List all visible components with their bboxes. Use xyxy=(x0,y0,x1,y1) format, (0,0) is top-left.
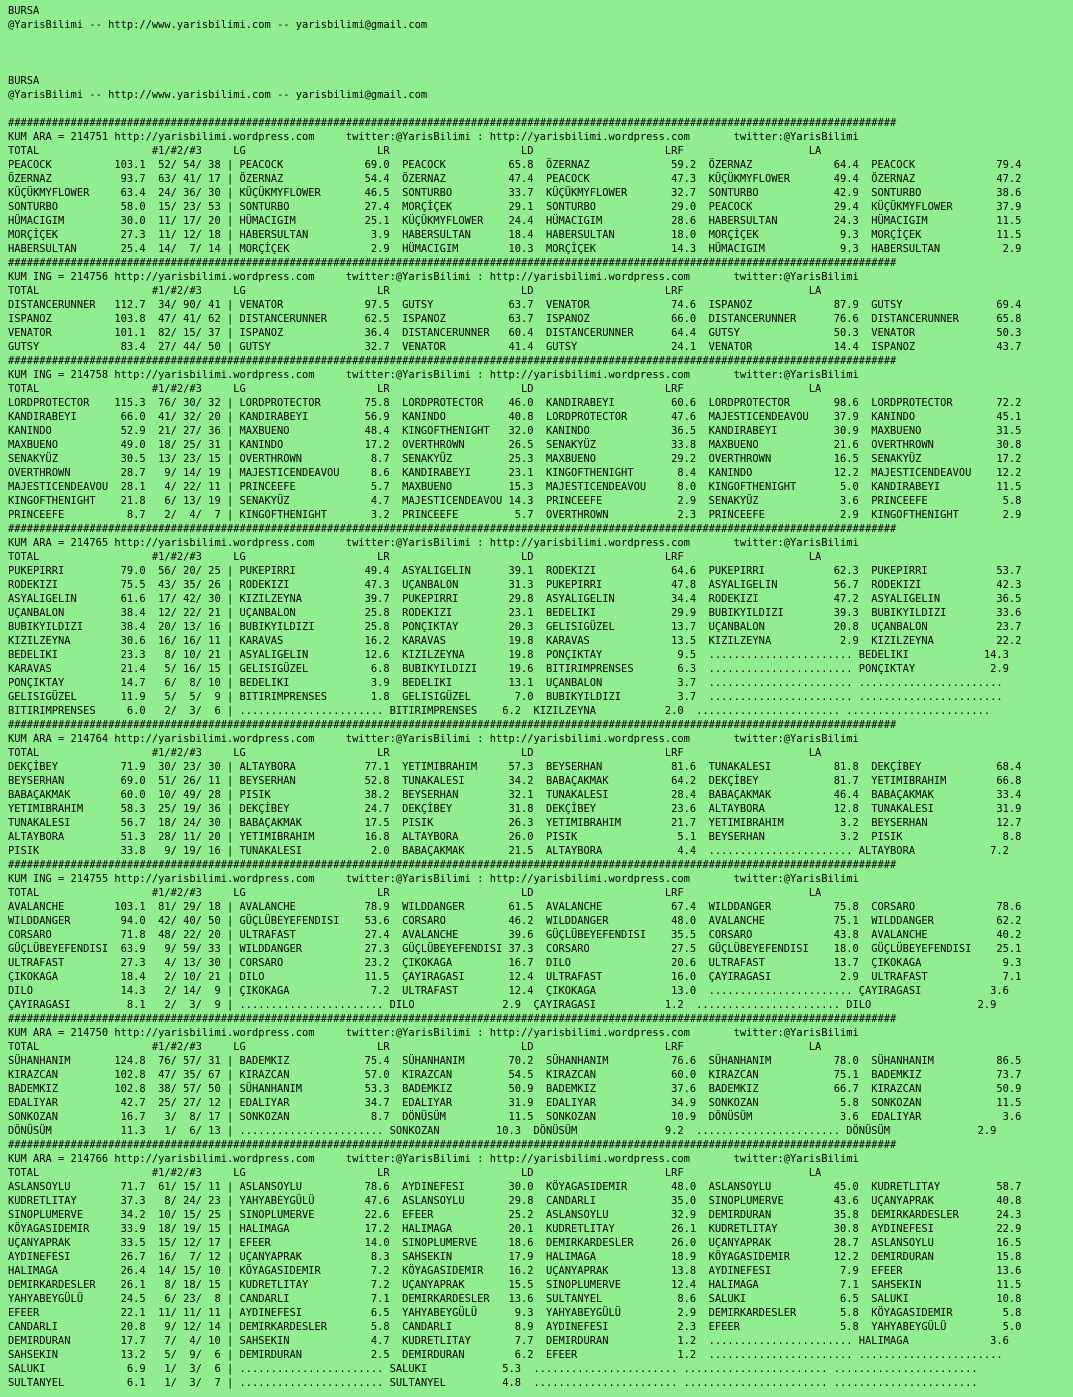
table-row: BEYSERHAN 69.0 51/ 26/ 11 | BEYSERHAN 52.8 TUNAKALESI 34.2 BABAÇAKMAK 64.2 DEKÇİBEY 81.7 YETIMIBRAHIM 66.8 xyxy=(8,775,1022,787)
table-row: DILO 14.3 2/ 14/ 9 | ÇIKOKAGA 7.2 ULTRAFAST 12.4 ÇIKOKAGA 13.0 ....................... ÇAYIRAGASI 3.6 xyxy=(8,985,1009,997)
table-row: BEDELIKI 23.3 8/ 10/ 21 | ASYALIGELIN 12.6 KIZILZEYNA 19.8 PONÇIKTAY 9.5 ....................... BEDELIKI 14.3 xyxy=(8,649,1009,661)
table-row: LORDPROTECTOR 115.3 76/ 30/ 32 | LORDPROTECTOR 75.8 LORDPROTECTOR 46.0 KANDIRABEYI 60.6 LORDPROTECTOR 98.6 LORDPROTECTOR 72.2 xyxy=(8,397,1022,409)
table-row: PISIK 33.8 9/ 19/ 16 | TUNAKALESI 2.0 BABAÇAKMAK 21.5 ALTAYBORA 4.4 ....................... ALTAYBORA 7.2 xyxy=(8,845,1009,857)
separator-line: ############################################################################################################################################## xyxy=(8,1139,897,1151)
table-row: SINOPLUMERVE 34.2 10/ 15/ 25 | SINOPLUMERVE 22.6 EFEER 25.2 ASLANSOYLU 32.9 DEMIRDURAN 35.8 DEMIRKARDESLER 24.3 xyxy=(8,1209,1022,1221)
separator-line: ############################################################################################################################################## xyxy=(8,523,897,535)
race-header-line: KUM ARA = 214766 http://yarisbilimi.wordpress.com twitter:@YarisBilimi : http://yarisbilimi.wordpress.com twitter:@YarisBilimi xyxy=(8,1153,859,1165)
column-header-line: TOTAL #1/#2/#3 LG LR LD LRF LA xyxy=(8,551,822,563)
column-header-line: TOTAL #1/#2/#3 LG LR LD LRF LA xyxy=(8,145,822,157)
text-line: @YarisBilimi -- http://www.yarisbilimi.com -- yarisbilimi@gmail.com xyxy=(8,19,428,31)
separator-line: ############################################################################################################################################## xyxy=(8,117,897,129)
table-row: DEMIRKARDESLER 26.1 8/ 18/ 15 | KUDRETLITAY 7.2 UÇANYAPRAK 15.5 SINOPLUMERVE 12.4 HALIMAGA 7.1 SAHSEKIN 11.5 xyxy=(8,1279,1022,1291)
separator-line: ############################################################################################################################################## xyxy=(8,859,897,871)
table-row: PRINCEEFE 8.7 2/ 4/ 7 | KINGOFTHENIGHT 3.2 PRINCEEFE 5.7 OVERTHROWN 2.3 PRINCEEFE 2.9 KINGOFTHENIGHT 2.9 xyxy=(8,509,1022,521)
table-row: YAHYABEYGÜLÜ 24.5 6/ 23/ 8 | CANDARLI 7.1 DEMIRKARDESLER 13.6 SULTANYEL 8.6 SALUKI 6.5 SALUKI 10.8 xyxy=(8,1293,1022,1305)
table-row: EFEER 22.1 11/ 11/ 11 | AYDINEFESI 6.5 YAHYABEYGÜLÜ 9.3 YAHYABEYGÜLÜ 2.9 DEMIRKARDESLER 5.8 KÖYAGASIDEMIR 5.8 xyxy=(8,1307,1022,1319)
table-row: CORSARO 71.8 48/ 22/ 20 | ULTRAFAST 27.4 AVALANCHE 39.6 GÜÇLÜBEYEFENDISI 35.5 CORSARO 43.8 AVALANCHE 40.2 xyxy=(8,929,1022,941)
table-row: SONTURBO 58.0 15/ 23/ 53 | SONTURBO 27.4 MORÇİÇEK 29.1 SONTURBO 29.0 PEACOCK 29.4 KÜÇÜKMYFLOWER 37.9 xyxy=(8,201,1022,213)
table-row: KÖYAGASIDEMIR 33.9 18/ 19/ 15 | HALIMAGA 17.2 HALIMAGA 20.1 KUDRETLITAY 26.1 KUDRETLITAY 30.8 AYDINEFESI 22.9 xyxy=(8,1223,1022,1235)
table-row: SALUKI 6.9 1/ 3/ 6 | ....................... SALUKI 5.3 ....................... ....................... ....................... xyxy=(8,1363,978,1375)
table-row: KANDIRABEYI 66.0 41/ 32/ 20 | KANDIRABEYI 56.9 KANINDO 40.8 LORDPROTECTOR 47.6 MAJESTICENDEAVOU 37.9 KANINDO 45.1 xyxy=(8,411,1022,423)
table-row: ISPANOZ 103.8 47/ 41/ 62 | DISTANCERUNNER 62.5 ISPANOZ 63.7 ISPANOZ 66.0 DISTANCERUNNER 76.6 DISTANCERUNNER 65.8 xyxy=(8,313,1022,325)
race-header-line: KUM ARA = 214765 http://yarisbilimi.wordpress.com twitter:@YarisBilimi : http://yarisbilimi.wordpress.com twitter:@YarisBilimi xyxy=(8,537,859,549)
table-row: TUNAKALESI 56.7 18/ 24/ 30 | BABAÇAKMAK 17.5 PISIK 26.3 YETIMIBRAHIM 21.7 YETIMIBRAHIM 3.2 BEYSERHAN 12.7 xyxy=(8,817,1022,829)
table-row: SONKOZAN 16.7 3/ 8/ 17 | SONKOZAN 8.7 DÖNÜSÜM 11.5 SONKOZAN 10.9 DÖNÜSÜM 3.6 EDALIYAR 3.6 xyxy=(8,1111,1022,1123)
table-row: VENATOR 101.1 82/ 15/ 37 | ISPANOZ 36.4 DISTANCERUNNER 60.4 DISTANCERUNNER 64.4 GUTSY 50.3 VENATOR 50.3 xyxy=(8,327,1022,339)
table-row: ASYALIGELIN 61.6 17/ 42/ 30 | KIZILZEYNA 39.7 PUKEPIRRI 29.8 ASYALIGELIN 34.4 RODEKIZI 47.2 ASYALIGELIN 36.5 xyxy=(8,593,1022,605)
table-row: ÖZERNAZ 93.7 63/ 41/ 17 | ÖZERNAZ 54.4 ÖZERNAZ 47.4 PEACOCK 47.3 KÜÇÜKMYFLOWER 49.4 ÖZERNAZ 47.2 xyxy=(8,173,1022,185)
text-line: @YarisBilimi -- http://www.yarisbilimi.com -- yarisbilimi@gmail.com xyxy=(8,89,428,101)
table-row: CANDARLI 20.8 9/ 12/ 14 | DEMIRKARDESLER 5.8 CANDARLI 8.9 AYDINEFESI 2.3 EFEER 5.8 YAHYABEYGÜLÜ 5.0 xyxy=(8,1321,1022,1333)
table-row: DÖNÜSÜM 11.3 1/ 6/ 13 | ....................... SONKOZAN 10.3 DÖNÜSÜM 9.2 ....................... DÖNÜSÜM 2.9 xyxy=(8,1125,997,1137)
table-row: DEKÇİBEY 71.9 30/ 23/ 30 | ALTAYBORA 77.1 YETIMIBRAHIM 57.3 BEYSERHAN 81.6 TUNAKALESI 81.8 DEKÇİBEY 68.4 xyxy=(8,761,1022,773)
table-row: HÜMACIGIM 30.0 11/ 17/ 20 | HÜMACIGIM 25.1 KÜÇÜKMYFLOWER 24.4 HÜMACIGIM 28.6 HABERSULTAN 24.3 HÜMACIGIM 11.5 xyxy=(8,215,1022,227)
table-row: SENAKYÜZ 30.5 13/ 23/ 15 | OVERTHROWN 8.7 SENAKYÜZ 25.3 MAXBUENO 29.2 OVERTHROWN 16.5 SENAKYÜZ 17.2 xyxy=(8,453,1022,465)
table-row: ALTAYBORA 51.3 28/ 11/ 20 | YETIMIBRAHIM 16.8 ALTAYBORA 26.0 PISIK 5.1 BEYSERHAN 3.2 PISIK 8.8 xyxy=(8,831,1022,843)
separator-line: ############################################################################################################################################## xyxy=(8,257,897,269)
table-row: BITIRIMPRENSES 6.0 2/ 3/ 6 | ....................... BITIRIMPRENSES 6.2 KIZILZEYNA 2.0 ....................... ....................... xyxy=(8,705,991,717)
table-row: KUDRETLITAY 37.3 8/ 24/ 23 | YAHYABEYGÜLÜ 47.6 ASLANSOYLU 29.8 CANDARLI 35.0 SINOPLUMERVE 43.6 UÇANYAPRAK 40.8 xyxy=(8,1195,1022,1207)
table-row: GELISIGÜZEL 11.9 5/ 5/ 9 | BITIRIMPRENSES 1.8 GELISIGÜZEL 7.0 BUBIKYILDIZI 3.7 ....................... ....................... xyxy=(8,691,1003,703)
table-row: KIZILZEYNA 30.6 16/ 16/ 11 | KARAVAS 16.2 KARAVAS 19.8 KARAVAS 13.5 KIZILZEYNA 2.9 KIZILZEYNA 22.2 xyxy=(8,635,1022,647)
race-header-line: KUM ING = 214758 http://yarisbilimi.wordpress.com twitter:@YarisBilimi : http://yarisbilimi.wordpress.com twitter:@YarisBilimi xyxy=(8,369,859,381)
column-header-line: TOTAL #1/#2/#3 LG LR LD LRF LA xyxy=(8,1041,822,1053)
table-row: PEACOCK 103.1 52/ 54/ 38 | PEACOCK 69.0 PEACOCK 65.8 ÖZERNAZ 59.2 ÖZERNAZ 64.4 PEACOCK 79.4 xyxy=(8,159,1022,171)
race-header-line: KUM ING = 214755 http://yarisbilimi.wordpress.com twitter:@YarisBilimi : http://yarisbilimi.wordpress.com twitter:@YarisBilimi xyxy=(8,873,859,885)
table-row: GUTSY 83.4 27/ 44/ 50 | GUTSY 32.7 VENATOR 41.4 GUTSY 24.1 VENATOR 14.4 ISPANOZ 43.7 xyxy=(8,341,1022,353)
table-row: SULTANYEL 6.1 1/ 3/ 7 | ....................... SULTANYEL 4.8 ....................... ....................... ....................... xyxy=(8,1377,978,1389)
table-row: ULTRAFAST 27.3 4/ 13/ 30 | CORSARO 23.2 ÇIKOKAGA 16.7 DILO 20.6 ULTRAFAST 13.7 ÇIKOKAGA 9.3 xyxy=(8,957,1022,969)
table-row: PUKEPIRRI 79.0 56/ 20/ 25 | PUKEPIRRI 49.4 ASYALIGELIN 39.1 RODEKIZI 64.6 PUKEPIRRI 62.3 PUKEPIRRI 53.7 xyxy=(8,565,1022,577)
column-header-line: TOTAL #1/#2/#3 LG LR LD LRF LA xyxy=(8,747,822,759)
text-line: BURSA xyxy=(8,75,40,87)
table-row: ÇAYIRAGASI 8.1 2/ 3/ 9 | ....................... DILO 2.9 ÇAYIRAGASI 1.2 ....................... DILO 2.9 xyxy=(8,999,997,1011)
table-row: BADEMKIZ 102.8 38/ 57/ 50 | SÜHANHANIM 53.3 BADEMKIZ 50.9 BADEMKIZ 37.6 BADEMKIZ 66.7 KIRAZCAN 50.9 xyxy=(8,1083,1022,1095)
table-row: UÇANBALON 38.4 12/ 22/ 21 | UÇANBALON 25.8 RODEKIZI 23.1 BEDELIKI 29.9 BUBIKYILDIZI 39.3 BUBIKYILDIZI 33.6 xyxy=(8,607,1022,619)
table-row: WILDDANGER 94.0 42/ 40/ 50 | GÜÇLÜBEYEFENDISI 53.6 CORSARO 46.2 WILDDANGER 48.0 AVALANCHE 75.1 WILDDANGER 62.2 xyxy=(8,915,1022,927)
table-row: KÜÇÜKMYFLOWER 63.4 24/ 36/ 30 | KÜÇÜKMYFLOWER 46.5 SONTURBO 33.7 KÜÇÜKMYFLOWER 32.7 SONTURBO 42.9 SONTURBO 38.6 xyxy=(8,187,1022,199)
table-row: YETIMIBRAHIM 58.3 25/ 19/ 36 | DEKÇİBEY 24.7 DEKÇİBEY 31.8 DEKÇİBEY 23.6 ALTAYBORA 12.8 TUNAKALESI 31.9 xyxy=(8,803,1022,815)
column-header-line: TOTAL #1/#2/#3 LG LR LD LRF LA xyxy=(8,383,822,395)
table-row: SAHSEKIN 13.2 5/ 9/ 6 | DEMIRDURAN 2.5 DEMIRDURAN 6.2 EFEER 1.2 ....................... ....................... xyxy=(8,1349,1003,1361)
table-row: HALIMAGA 26.4 14/ 15/ 10 | KÖYAGASIDEMIR 7.2 KÖYAGASIDEMIR 16.2 UÇANYAPRAK 13.8 AYDINEFESI 7.9 EFEER 13.6 xyxy=(8,1265,1022,1277)
table-row: KARAVAS 21.4 5/ 16/ 15 | GELISIGÜZEL 6.8 BUBIKYILDIZI 19.6 BITIRIMPRENSES 6.3 ....................... PONÇIKTAY 2.9 xyxy=(8,663,1009,675)
report-document xyxy=(8,4,1070,1390)
table-row: MAXBUENO 49.0 18/ 25/ 31 | KANINDO 17.2 OVERTHROWN 26.5 SENAKYÜZ 33.8 MAXBUENO 21.6 OVERTHROWN 30.8 xyxy=(8,439,1022,451)
race-header-line: KUM ARA = 214750 http://yarisbilimi.wordpress.com twitter:@YarisBilimi : http://yarisbilimi.wordpress.com twitter:@YarisBilimi xyxy=(8,1027,859,1039)
text-line: BURSA xyxy=(8,5,40,17)
separator-line: ############################################################################################################################################## xyxy=(8,1013,897,1025)
blank-line xyxy=(8,60,1070,74)
table-row: MAJESTICENDEAVOU 28.1 4/ 22/ 11 | PRINCEEFE 5.7 MAXBUENO 15.3 MAJESTICENDEAVOU 8.0 KINGOFTHENIGHT 5.0 KANDIRABEYI 11.5 xyxy=(8,481,1022,493)
table-row: AYDINEFESI 26.7 16/ 7/ 12 | UÇANYAPRAK 8.3 SAHSEKIN 17.9 HALIMAGA 18.9 KÖYAGASIDEMIR 12.2 DEMIRDURAN 15.8 xyxy=(8,1251,1022,1263)
table-row: PONÇIKTAY 14.7 6/ 8/ 10 | BEDELIKI 3.9 BEDELIKI 13.1 UÇANBALON 3.7 ....................... ....................... xyxy=(8,677,1003,689)
separator-line: ############################################################################################################################################## xyxy=(8,355,897,367)
blank-line xyxy=(8,32,1070,46)
table-row: BABAÇAKMAK 60.0 10/ 49/ 28 | PISIK 38.2 BEYSERHAN 32.1 TUNAKALESI 28.4 BABAÇAKMAK 46.4 BABAÇAKMAK 33.4 xyxy=(8,789,1022,801)
table-row: ÇIKOKAGA 18.4 2/ 10/ 21 | DILO 11.5 ÇAYIRAGASI 12.4 ULTRAFAST 16.0 ÇAYIRAGASI 2.9 ULTRAFAST 7.1 xyxy=(8,971,1022,983)
race-header-line: KUM ING = 214756 http://yarisbilimi.wordpress.com twitter:@YarisBilimi : http://yarisbilimi.wordpress.com twitter:@YarisBilimi xyxy=(8,271,859,283)
table-row: ASLANSOYLU 71.7 61/ 15/ 11 | ASLANSOYLU 78.6 AYDINEFESI 30.0 KÖYAGASIDEMIR 48.0 ASLANSOYLU 45.0 KUDRETLITAY 58.7 xyxy=(8,1181,1022,1193)
table-row: RODEKIZI 75.5 43/ 35/ 26 | RODEKIZI 47.3 UÇANBALON 31.3 PUKEPIRRI 47.8 ASYALIGELIN 56.7 RODEKIZI 42.3 xyxy=(8,579,1022,591)
table-row: DISTANCERUNNER 112.7 34/ 90/ 41 | VENATOR 97.5 GUTSY 63.7 VENATOR 74.6 ISPANOZ 87.9 GUTSY 69.4 xyxy=(8,299,1022,311)
column-header-line: TOTAL #1/#2/#3 LG LR LD LRF LA xyxy=(8,887,822,899)
table-row: KANINDO 52.9 21/ 27/ 36 | MAXBUENO 48.4 KINGOFTHENIGHT 32.0 KANINDO 36.5 KANDIRABEYI 30.9 MAXBUENO 31.5 xyxy=(8,425,1022,437)
table-row: UÇANYAPRAK 33.5 15/ 12/ 17 | EFEER 14.0 SINOPLUMERVE 18.6 DEMIRKARDESLER 26.0 UÇANYAPRAK 28.7 ASLANSOYLU 16.5 xyxy=(8,1237,1022,1249)
table-row: HABERSULTAN 25.4 14/ 7/ 14 | MORÇİÇEK 2.9 HÜMACIGIM 10.3 MORÇİÇEK 14.3 HÜMACIGIM 9.3 HABERSULTAN 2.9 xyxy=(8,243,1022,255)
column-header-line: TOTAL #1/#2/#3 LG LR LD LRF LA xyxy=(8,1167,822,1179)
table-row: GÜÇLÜBEYEFENDISI 63.9 9/ 59/ 33 | WILDDANGER 27.3 GÜÇLÜBEYEFENDISI 37.3 CORSARO 27.5 GÜÇLÜBEYEFENDISI 18.0 GÜÇLÜBEYEFENDISI 25.1 xyxy=(8,943,1022,955)
table-row: SÜHANHANIM 124.8 76/ 57/ 31 | BADEMKIZ 75.4 SÜHANHANIM 70.2 SÜHANHANIM 76.6 SÜHANHANIM 78.0 SÜHANHANIM 86.5 xyxy=(8,1055,1022,1067)
table-row: KINGOFTHENIGHT 21.8 6/ 13/ 19 | SENAKYÜZ 4.7 MAJESTICENDEAVOU 14.3 PRINCEEFE 2.9 SENAKYÜZ 3.6 PRINCEEFE 5.8 xyxy=(8,495,1022,507)
table-row: OVERTHROWN 28.7 9/ 14/ 19 | MAJESTICENDEAVOU 8.6 KANDIRABEYI 23.1 KINGOFTHENIGHT 8.4 KANINDO 12.2 MAJESTICENDEAVOU 12.2 xyxy=(8,467,1022,479)
table-row: AVALANCHE 103.1 81/ 29/ 18 | AVALANCHE 78.9 WILDDANGER 61.5 AVALANCHE 67.4 WILDDANGER 75.8 CORSARO 78.6 xyxy=(8,901,1022,913)
table-row: MORÇİÇEK 27.3 11/ 12/ 18 | HABERSULTAN 3.9 HABERSULTAN 18.4 HABERSULTAN 18.0 MORÇİÇEK 9.3 MORÇİÇEK 11.5 xyxy=(8,229,1022,241)
table-row: BUBIKYILDIZI 38.4 20/ 13/ 16 | BUBIKYILDIZI 25.8 PONÇIKTAY 20.3 GELISIGÜZEL 13.7 UÇANBALON 20.8 UÇANBALON 23.7 xyxy=(8,621,1022,633)
table-row: DEMIRDURAN 17.7 7/ 4/ 10 | SAHSEKIN 4.7 KUDRETLITAY 7.7 DEMIRDURAN 1.2 ....................... HALIMAGA 3.6 xyxy=(8,1335,1009,1347)
blank-line xyxy=(8,46,1070,60)
table-row: KIRAZCAN 102.8 47/ 35/ 67 | KIRAZCAN 57.0 KIRAZCAN 54.5 KIRAZCAN 60.0 KIRAZCAN 75.1 BADEMKIZ 73.7 xyxy=(8,1069,1022,1081)
separator-line: ############################################################################################################################################## xyxy=(8,719,897,731)
race-header-line: KUM ARA = 214751 http://yarisbilimi.wordpress.com twitter:@YarisBilimi : http://yarisbilimi.wordpress.com twitter:@YarisBilimi xyxy=(8,131,859,143)
column-header-line: TOTAL #1/#2/#3 LG LR LD LRF LA xyxy=(8,285,822,297)
table-row: EDALIYAR 42.7 25/ 27/ 12 | EDALIYAR 34.7 EDALIYAR 31.9 EDALIYAR 34.9 SONKOZAN 5.8 SONKOZAN 11.5 xyxy=(8,1097,1022,1109)
blank-line xyxy=(8,102,1070,116)
race-header-line: KUM ARA = 214764 http://yarisbilimi.wordpress.com twitter:@YarisBilimi : http://yarisbilimi.wordpress.com twitter:@YarisBilimi xyxy=(8,733,859,745)
